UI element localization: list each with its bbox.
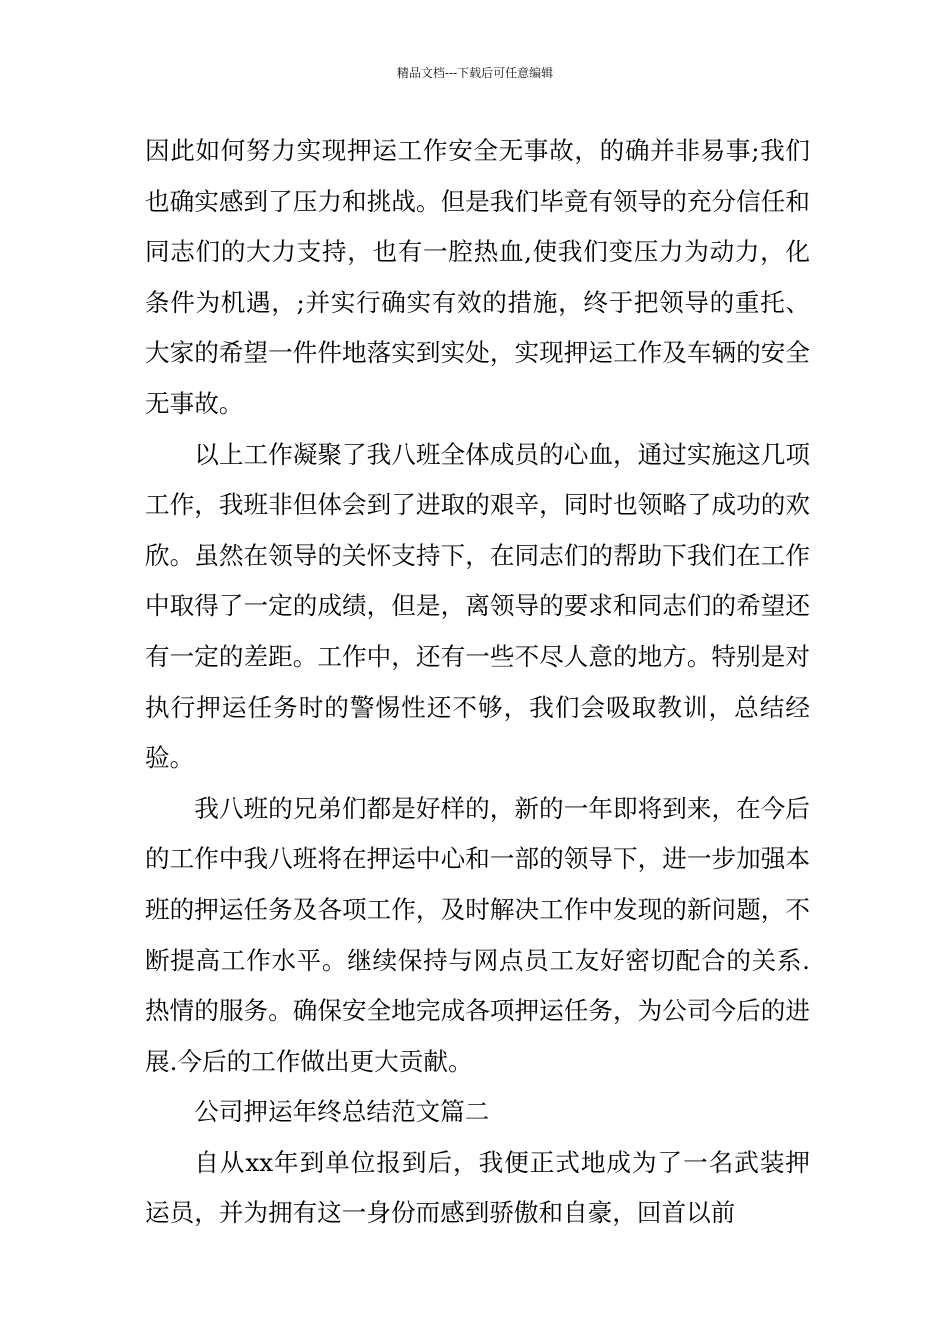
page-header: 精品文档---下载后可任意编辑	[396, 66, 554, 80]
paragraph-1: 因此如何努力实现押运工作安全无事故，的确并非易事;我们也确实感到了压力和挑战。但是我们毕竟有领导的充分信任和同志们的大力支持，也有一腔热血,使我们变压力为动力，化条件为机遇，;并实行确实有效的措施，终于把领导的重托、大家的希望一件件地落实到实处，实现押运工作及车辆的安全无事故。	[145, 136, 810, 418]
paragraph-3: 我八班的兄弟们都是好样的，新的一年即将到来，在今后的工作中我八班将在押运中心和一部的领导下，进一步加强本班的押运任务及各项工作，及时解决工作中发现的新问题，不断提高工作水平。继续保持与网点员工友好密切配合的关系.热情的服务。确保安全地完成各项押运任务，为公司今后的进展.今后的工作做出更大贡献。	[145, 793, 810, 1076]
section-heading: 公司押运年终总结范文篇二	[194, 1097, 490, 1127]
paragraph-4: 自从xx年到单位报到后，我便正式地成为了一名武装押运员，并为拥有这一身份而感到骄傲和自豪，回首以前	[145, 1147, 810, 1228]
document-body	[145, 126, 810, 1239]
paragraph-2: 以上工作凝聚了我八班全体成员的心血，通过实施这几项工作，我班非但体会到了进取的艰辛，同时也领略了成功的欢欣。虽然在领导的关怀支持下，在同志们的帮助下我们在工作中取得了一定的成绩，但是，离领导的要求和同志们的希望还有一定的差距。工作中，还有一些不尽人意的地方。特别是对执行押运任务时的警惕性还不够，我们会吸取教训，总结经验。	[145, 439, 810, 773]
